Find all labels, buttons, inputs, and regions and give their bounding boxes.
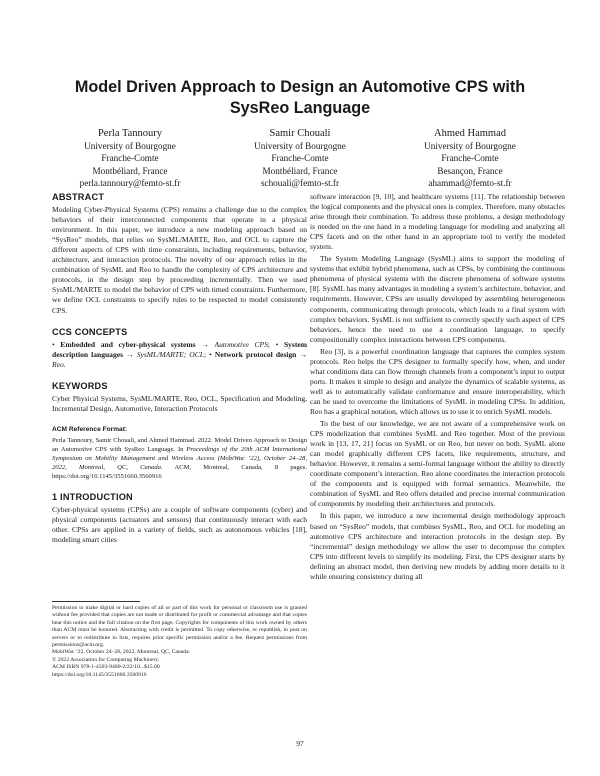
author-2 — [215, 127, 385, 190]
body-paragraph: To the best of our knowledge, we are not aware of a comprehensive work on CPS modelization that combines SysML and Reo together. Most of the previous work in [13, 17, 21] focus on SysML or on Reo, but never on both. SysML alone can model graphically different CPS facets, like requirements, structure, and behavior. However, it remains a semi-formal language without the ability to directly coordinate component’s interaction. Reo alone coordinates the interaction protocols of the components and is equipped with formal semantics. Meanwhile, the combination of SysML and Reo offers detailed and precise internal communication of components by modeling their architectures and protocols. — [310, 419, 565, 509]
introduction-paragraph: Cyber-physical systems (CPSs) are a couple of software components (cyber) and physical components (actuators and sensors) that continuously interact with each other. CPSs are applied in a variety of fields, such as autonomous vehicles [18], modeling smart cities — [52, 504, 307, 545]
conference-info: MobiWac ’22, October 24–28, 2022, Montreal, QC, Canada. — [52, 649, 191, 656]
author-region: Franche-Comte — [441, 153, 499, 164]
author-affiliation: University of Bourgogne — [424, 141, 516, 151]
author-city: Montbéliard, France — [92, 165, 168, 176]
permission-text: Permission to make digital or hard copies of all or part of this work for personal or classroom use is granted without fee provided that copies are not made or distributed for profit or commercial advantage and that copies bear this notice and the full citation on the first page. Copyrights for components of this work owned by others than ACM must be honored. Abstracting with credit is permitted. To copy otherwise, or republish, to post on servers or to redistribute to lists, requires prior specific permission and/or a fee. Request permissions from permissions@acm.org. — [52, 605, 307, 649]
author-email: ahammad@femto-st.fr — [428, 178, 512, 189]
keywords-heading: KEYWORDS — [52, 380, 108, 391]
page-number: 97 — [296, 739, 304, 748]
author-email: schouali@femto-st.fr — [260, 178, 340, 189]
ccs-text: • Embedded and cyber-physical systems → Automotive CPS; • System description languages → SysML/MARTE; OCL; • Network protocol design → Reo. — [52, 339, 308, 369]
keywords-text: Cyber Physical Systems, SysML/MARTE, Reo, OCL, Specification and Modeling, Incremental Design, Automotive, Interaction Protocols — [52, 393, 307, 413]
ccs-section — [52, 327, 307, 370]
permission-notice — [52, 605, 307, 679]
body-paragraph: Reo [3], is a powerful coordination language that captures the complex system protocols. Reo helps the CPS designer to formally specify how, when, and under what conditions data can flow through channels from a component’s input to output ports. It makes it simple to design and analyze the dynamics of scalable systems, as well as to automatically validate conformance and ensure interoperability, which can be used to overcome the limitations of SysML in modeling CPSs. In addition, Reo has a graphical notation, which allows us to use it to enrich SysML models. — [310, 346, 565, 416]
author-region: Franche-Comte — [101, 153, 159, 164]
author-city: Besançon, France — [437, 165, 503, 176]
author-name: Samir Chouali — [269, 128, 331, 139]
left-column — [52, 192, 307, 556]
abstract-section — [52, 192, 307, 316]
introduction-section — [52, 492, 307, 545]
author-name: Ahmed Hammad — [433, 128, 507, 139]
ccs-heading: CCS CONCEPTS — [52, 326, 128, 337]
doi-line: https://doi.org/10.1145/3551660.3560916 — [52, 671, 147, 678]
abstract-text: Modeling Cyber-Physical Systems (CPS) remains a challenge due to the complex behaviors of their interconnected components that operate in a physical environment. In this paper, we introduce a new modeling approach based on “SysReo” models, that relies on SysML/MARTE, Reo, and OCL to capture the different aspects of CPS with time constraints, including requirements, behavior, architecture, and interaction protocols. The novelty of our approach relies in the combination of SysML and Reo to handle the complexity of CPS architecture and protocols, in the design step by proceeding incrementally. Then we used SysML/MARTE to model the behavior of CPS with timed constraints. Furthermore, we define OCL constraints to specify rules to be respected to model consistently CPS. — [52, 205, 307, 315]
author-affiliation: University of Bourgogne — [254, 141, 346, 151]
copyright-line: © 2022 Association for Computing Machinery. — [52, 656, 160, 663]
body-paragraph: In this paper, we introduce a new incremental design methodology approach based on “SysReo” models, that combines SysML, Reo, and OCL for modeling an automotive CPS architecture and interaction protocols in the design step. By “incremental” design methodology we allow the user to decompose the complex CPS into different levels to simplify its modeling. First, the CPS designer starts by defining an abstract model, then deriving new models by adding more details to it while ensuring consistency during all — [310, 511, 565, 581]
author-1 — [45, 127, 215, 190]
paper-title: Model Driven Approach to Design an Automotive CPS with SysReo Language — [74, 78, 526, 117]
introduction-heading: 1 INTRODUCTION — [52, 491, 133, 502]
body-paragraph: software interaction [9, 10], and healthcare systems [11]. The relationship between the logical components and the physical ones is complex. Therefore, many obstacles arise through their combination. To address these problems, a design methodology is needed on the one hand in a modeling language for modeling and analyzing all CPS facets and on the other hand in an appropriate tool to verify the modeled system. — [310, 192, 565, 252]
acm-reference-section — [52, 425, 307, 481]
acm-reference-label: ACM Reference Format: — [52, 425, 128, 433]
footnote-rule — [52, 601, 140, 602]
author-city: Montbéliard, France — [262, 165, 338, 176]
acm-reference-text: Perla Tannoury, Samir Chouali, and Ahmed Hammad. 2022. Model Driven Approach to Design an Automotive CPS with SysReo Language. In Proceedings of the 20th ACM International Symposium on Mobility Management and Wireless Access (MobiWac ’22), October 24–28, 2022, Montreal, QC, Canada. ACM, Montreal, Canada, 8 pages. https://doi.org/10.1145/3551660.3560916 — [52, 436, 307, 480]
abstract-heading: ABSTRACT — [52, 192, 105, 202]
body-paragraph: The System Modeling Language (SysML) aims to support the modeling of systems that exhibit hybrid phenomena, such as CPSs, by combining the continuous phenomena of physical systems with the discrete phenomena of software systems [8]. SysML has many advantages in modeling a system’s architecture, behavior, and requirements. However, CPSs are usually developed by assembling heterogeneous components, communicating through protocols, which leads to a final system with complex behaviors. SysML is not sufficient to correctly specify such aspect of CPS behaviors, hence the need to use a coordination language, to specify compositionally complex interactions between CPS components. — [310, 254, 565, 344]
author-3 — [385, 127, 555, 190]
author-region: Franche-Comte — [271, 153, 329, 164]
isbn-line: ACM ISBN 978-1-4503-9480-2/22/10...$15.00 — [52, 664, 160, 671]
author-email: perla.tannoury@femto-st.fr — [79, 178, 181, 189]
keywords-section — [52, 381, 307, 414]
author-name: Perla Tannoury — [97, 128, 163, 139]
right-column — [310, 192, 565, 582]
author-block — [45, 127, 555, 190]
author-affiliation: University of Bourgogne — [84, 141, 176, 151]
